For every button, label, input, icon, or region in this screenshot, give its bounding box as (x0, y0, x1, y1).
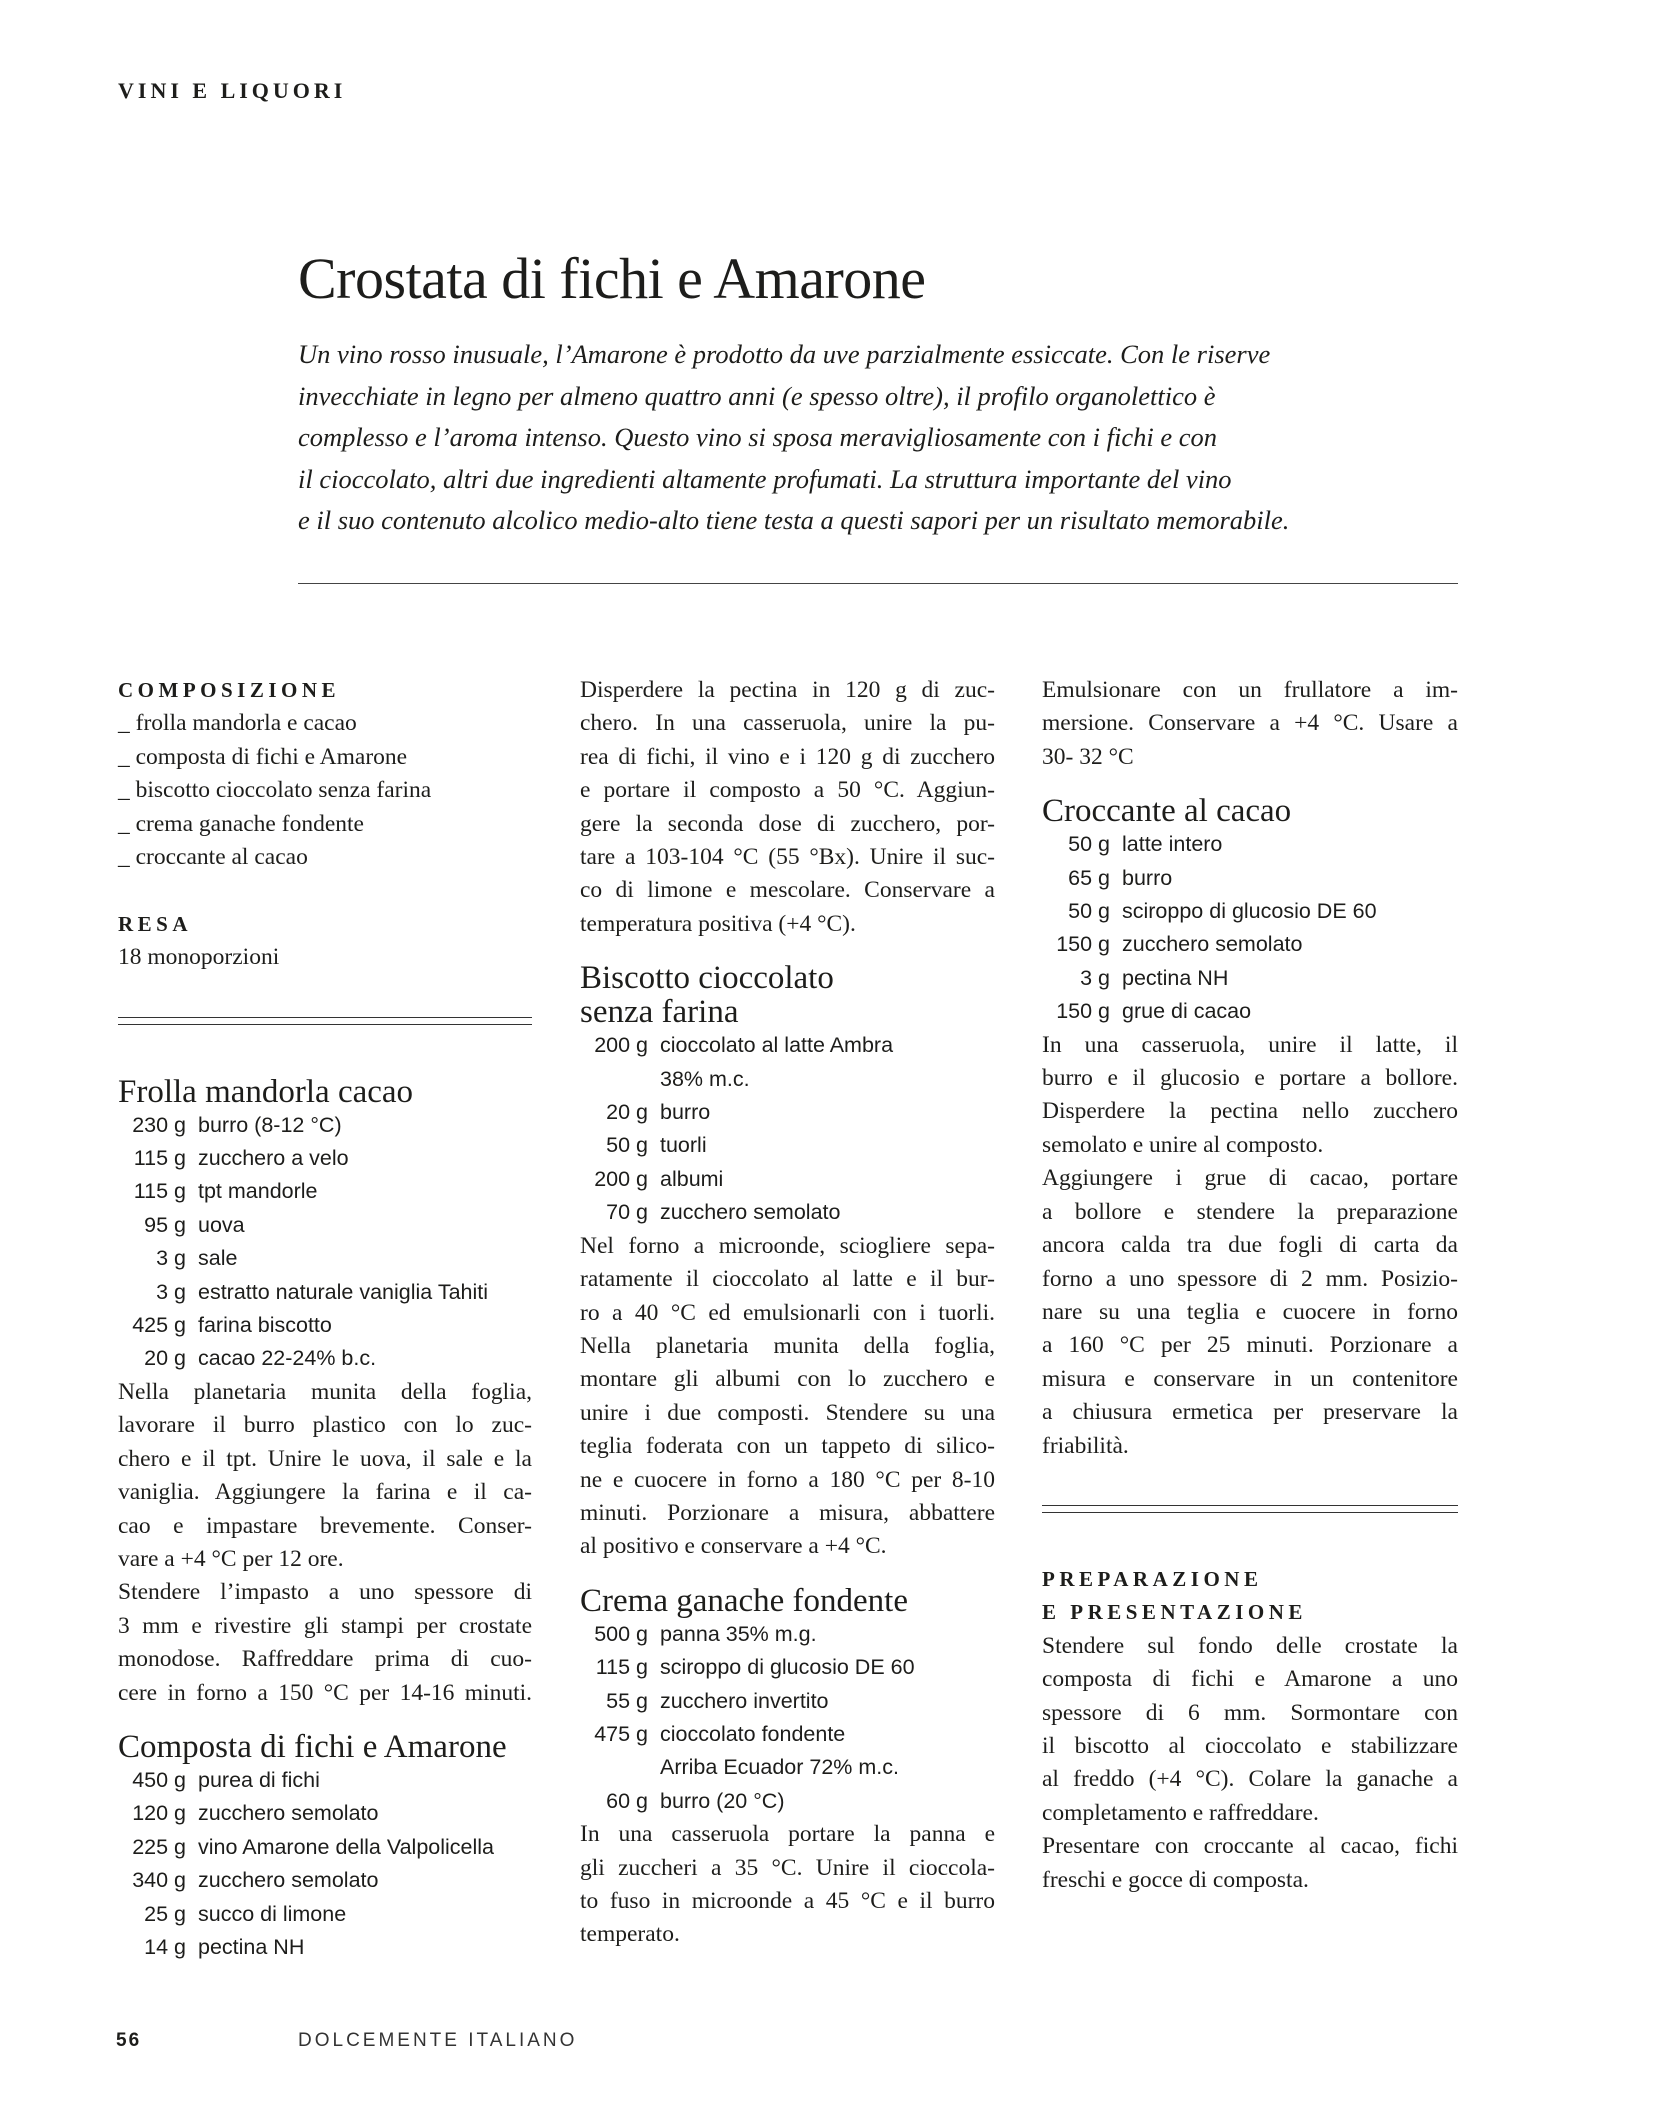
ingredient-row: 340 g zucchero semolato (132, 1868, 379, 1893)
method-line: monodose. Raffreddare prima di cuo- (118, 1646, 532, 1673)
ingredient-row: 95 g uova (144, 1212, 245, 1237)
intro-line: invecchiate in legno per almeno quattro anni (e spesso oltre), il profilo organolettico è (298, 380, 1216, 411)
method-line: temperato. (580, 1921, 680, 1948)
method-line: a chiusura ermetica per preservare la (1042, 1399, 1458, 1426)
method-line: ratamente il cioccolato al latte e il bur- (580, 1266, 995, 1293)
resa-label: RESA (118, 911, 193, 936)
recipe-title: Crostata di fichi e Amarone (298, 246, 926, 311)
book-title: DOLCEMENTE ITALIANO (298, 2030, 578, 2051)
ingredient-row: 225 g vino Amarone della Valpolicella (132, 1834, 495, 1859)
method-line: mersione. Conservare a +4 °C. Usare a (1042, 710, 1458, 737)
ingredient-row: Arriba Ecuador 72% m.c. (660, 1755, 899, 1780)
method-line: friabilità. (1042, 1432, 1129, 1459)
method-line: spessore di 6 mm. Sormontare con (1042, 1699, 1458, 1726)
ingredient-row: 200 g albumi (594, 1166, 724, 1191)
method-line: Disperdere la pectina nello zucchero (1042, 1098, 1458, 1125)
method-line: ro a 40 °C ed emulsionarli con i tuorli. (580, 1299, 995, 1326)
ingredient-row: 50 g tuorli (606, 1133, 707, 1158)
method-line: chero. In una casseruola, unire la pu- (580, 710, 995, 737)
frolla-ingredients (118, 1109, 532, 1376)
ingredient-row: 38% m.c. (660, 1066, 750, 1091)
ganache-method-continued (1042, 674, 1458, 774)
method-line: a bollore e stendere la preparazione (1042, 1198, 1458, 1225)
section-divider (118, 1017, 532, 1025)
croccante-ingredients (1042, 828, 1458, 1028)
method-line: completamento e raffreddare. (1042, 1799, 1319, 1826)
method-line: burro e il glucosio e portare a bollore. (1042, 1065, 1458, 1092)
intro-line: e il suo contenuto alcolico medio-alto tiene testa a questi sapori per un risultato memorabile. (298, 505, 1290, 535)
method-line: il biscotto al cioccolato e stabilizzare (1042, 1732, 1458, 1759)
method-line: 30- 32 °C (1042, 743, 1134, 770)
column-middle (580, 674, 995, 1952)
ingredient-row: 55 g zucchero invertito (606, 1688, 829, 1713)
intro-line: complesso e l’aroma intenso. Questo vino si sposa meravigliosamente con i fichi e con (298, 422, 1218, 452)
method-line: Nella planetaria munita della foglia, (118, 1378, 532, 1405)
method-line: Aggiungere i grue di cacao, portare (1042, 1165, 1458, 1192)
composizione-item: _ croccante al cacao (118, 844, 308, 871)
frolla-method (118, 1376, 532, 1710)
method-line: Presentare con croccante al cacao, fichi (1042, 1833, 1458, 1860)
method-line: minuti. Porzionare a misura, abbattere (580, 1499, 995, 1526)
biscotto-ingredients (580, 1029, 995, 1229)
ingredient-row: 120 g zucchero semolato (132, 1801, 379, 1826)
ingredient-row: 3 g pectina NH (1080, 965, 1229, 990)
ingredient-row: 115 g sciroppo di glucosio DE 60 (595, 1655, 915, 1680)
section-divider (1042, 1505, 1458, 1513)
ingredient-row: 50 g sciroppo di glucosio DE 60 (1068, 899, 1377, 924)
method-line: gere la seconda dose di zucchero, por- (580, 810, 995, 837)
method-line: chero e il tpt. Unire le uova, il sale e la (118, 1445, 532, 1472)
method-line: misura e conservare in un contenitore (1042, 1365, 1458, 1392)
method-line: freschi e gocce di composta. (1042, 1866, 1309, 1893)
page-number: 56 (116, 2030, 142, 2051)
method-line: al freddo (+4 °C). Colare la ganache a (1042, 1766, 1458, 1793)
method-line: Stendere l’impasto a uno spessore di (118, 1579, 532, 1606)
running-head: VINI E LIQUORI (118, 78, 347, 103)
method-line: al positivo e conservare a +4 °C. (580, 1533, 887, 1560)
composizione-label: COMPOSIZIONE (118, 678, 341, 702)
composta-ingredients (118, 1764, 532, 1964)
method-line: nare su una teglia e cuocere in forno (1042, 1298, 1458, 1325)
method-line: rea di fichi, il vino e i 120 g di zucchero (580, 743, 995, 770)
composizione-item: _ biscotto cioccolato senza farina (118, 777, 432, 804)
method-line: ne e cuocere in forno a 180 °C per 8-10 (580, 1466, 995, 1493)
ganache-method (580, 1818, 995, 1952)
ganache-ingredients (580, 1618, 995, 1818)
ingredient-row: 425 g farina biscotto (132, 1313, 332, 1338)
method-line: Stendere sul fondo delle crostate la (1042, 1632, 1458, 1659)
composizione-item: _ frolla mandorla e cacao (118, 710, 357, 737)
biscotto-method (580, 1230, 995, 1564)
column-left (118, 674, 532, 1964)
resa-value: 18 monoporzioni (118, 944, 280, 971)
preparazione-label: PREPARAZIONE E PRESENTAZIONE (1042, 1566, 1307, 1625)
ingredient-row: 150 g grue di cacao (1056, 999, 1252, 1024)
intro-line: Un vino rosso inusuale, l’Amarone è prodotto da uve parzialmente essiccate. Con le riserve (298, 339, 1271, 369)
column-right (1042, 674, 1458, 1897)
ingredient-row: 150 g zucchero semolato (1056, 932, 1303, 957)
method-line: cere in forno a 150 °C per 14-16 minuti. (118, 1679, 532, 1706)
biscotto-title (580, 961, 995, 1029)
ganache-title: Crema ganache fondente (580, 1582, 909, 1619)
ingredient-row: 65 g burro (1068, 865, 1173, 890)
biscotto-title-line: Biscotto cioccolato (580, 960, 834, 997)
preparazione-method (1042, 1630, 1458, 1897)
intro-paragraph (298, 334, 1298, 542)
method-line: Nella planetaria munita della foglia, (580, 1332, 995, 1359)
intro-line: il cioccolato, altri due ingredienti altamente profumati. La struttura importante del vino (298, 463, 1232, 494)
ingredient-row: 500 g panna 35% m.g. (594, 1621, 817, 1646)
method-line: a 160 °C per 25 minuti. Porzionare a (1042, 1332, 1458, 1359)
ingredient-row: 115 g zucchero a velo (133, 1146, 349, 1171)
ingredient-row: 230 g burro (8-12 °C) (132, 1112, 342, 1137)
ingredient-row: 70 g zucchero semolato (606, 1200, 841, 1225)
method-line: lavorare il burro plastico con lo zuc- (118, 1412, 532, 1439)
croccante-title: Croccante al cacao (1042, 793, 1292, 830)
method-line: vaniglia. Aggiungere la farina e il ca- (118, 1479, 532, 1506)
method-line: Disperdere la pectina in 120 g di zuc- (580, 677, 995, 703)
ingredient-row: 20 g burro (606, 1100, 711, 1125)
ingredient-row: 3 g estratto naturale vaniglia Tahiti (156, 1279, 489, 1304)
ingredient-row: 3 g sale (156, 1246, 238, 1271)
method-line: temperatura positiva (+4 °C). (580, 910, 856, 937)
ingredient-row: 14 g pectina NH (144, 1934, 305, 1959)
method-line: unire i due composti. Stendere su una (580, 1399, 995, 1426)
method-line: Emulsionare con un frullatore a im- (1042, 677, 1458, 703)
method-line: gli zuccheri a 35 °C. Unire il cioccola- (580, 1854, 995, 1881)
ingredient-row: 450 g purea di fichi (132, 1767, 320, 1792)
ingredient-row: 25 g succo di limone (144, 1901, 347, 1926)
ingredient-row: 50 g latte intero (1068, 832, 1223, 857)
biscotto-title-line: senza farina (580, 994, 739, 1031)
frolla-title: Frolla mandorla cacao (118, 1073, 414, 1110)
intro-divider (298, 583, 1458, 584)
method-line: co di limone e mescolare. Conservare a (580, 877, 995, 904)
method-line: semolato e unire al composto. (1042, 1131, 1324, 1158)
method-line: teglia foderata con un tappeto di silico- (580, 1433, 995, 1460)
composizione-item: _ composta di fichi e Amarone (118, 743, 408, 770)
method-line: 3 mm e rivestire gli stampi per crostate (118, 1612, 532, 1639)
method-line: Nel forno a microonde, sciogliere sepa- (580, 1232, 995, 1259)
croccante-method (1042, 1029, 1458, 1463)
method-line: e portare il composto a 50 °C. Aggiun- (580, 777, 995, 804)
ingredient-row: 200 g cioccolato al latte Ambra (594, 1033, 894, 1058)
method-line: forno a uno spessore di 2 mm. Posizio- (1042, 1265, 1458, 1292)
ingredient-row: 475 g cioccolato fondente (594, 1721, 846, 1746)
method-line: In una casseruola, unire il latte, il (1042, 1031, 1458, 1058)
composizione-item: _ crema ganache fondente (118, 810, 364, 837)
method-line: montare gli albumi con lo zucchero e (580, 1366, 995, 1393)
ingredient-row: 115 g tpt mandorle (133, 1179, 318, 1204)
method-line: tare a 103-104 °C (55 °Bx). Unire il suc- (580, 844, 995, 871)
method-line: composta di fichi e Amarone a uno (1042, 1666, 1458, 1693)
method-line: vare a +4 °C per 12 ore. (118, 1545, 344, 1572)
composta-title: Composta di fichi e Amarone (118, 1728, 507, 1765)
ingredient-row: 60 g burro (20 °C) (606, 1788, 785, 1813)
method-line: to fuso in microonde a 45 °C e il burro (580, 1888, 995, 1914)
ingredient-row: 20 g cacao 22-24% b.c. (144, 1346, 377, 1371)
composta-method (580, 674, 995, 941)
method-line: ancora calda tra due fogli di carta da (1042, 1232, 1458, 1259)
method-line: cao e impastare brevemente. Conser- (118, 1512, 532, 1539)
method-line: In una casseruola portare la panna e (580, 1821, 995, 1848)
